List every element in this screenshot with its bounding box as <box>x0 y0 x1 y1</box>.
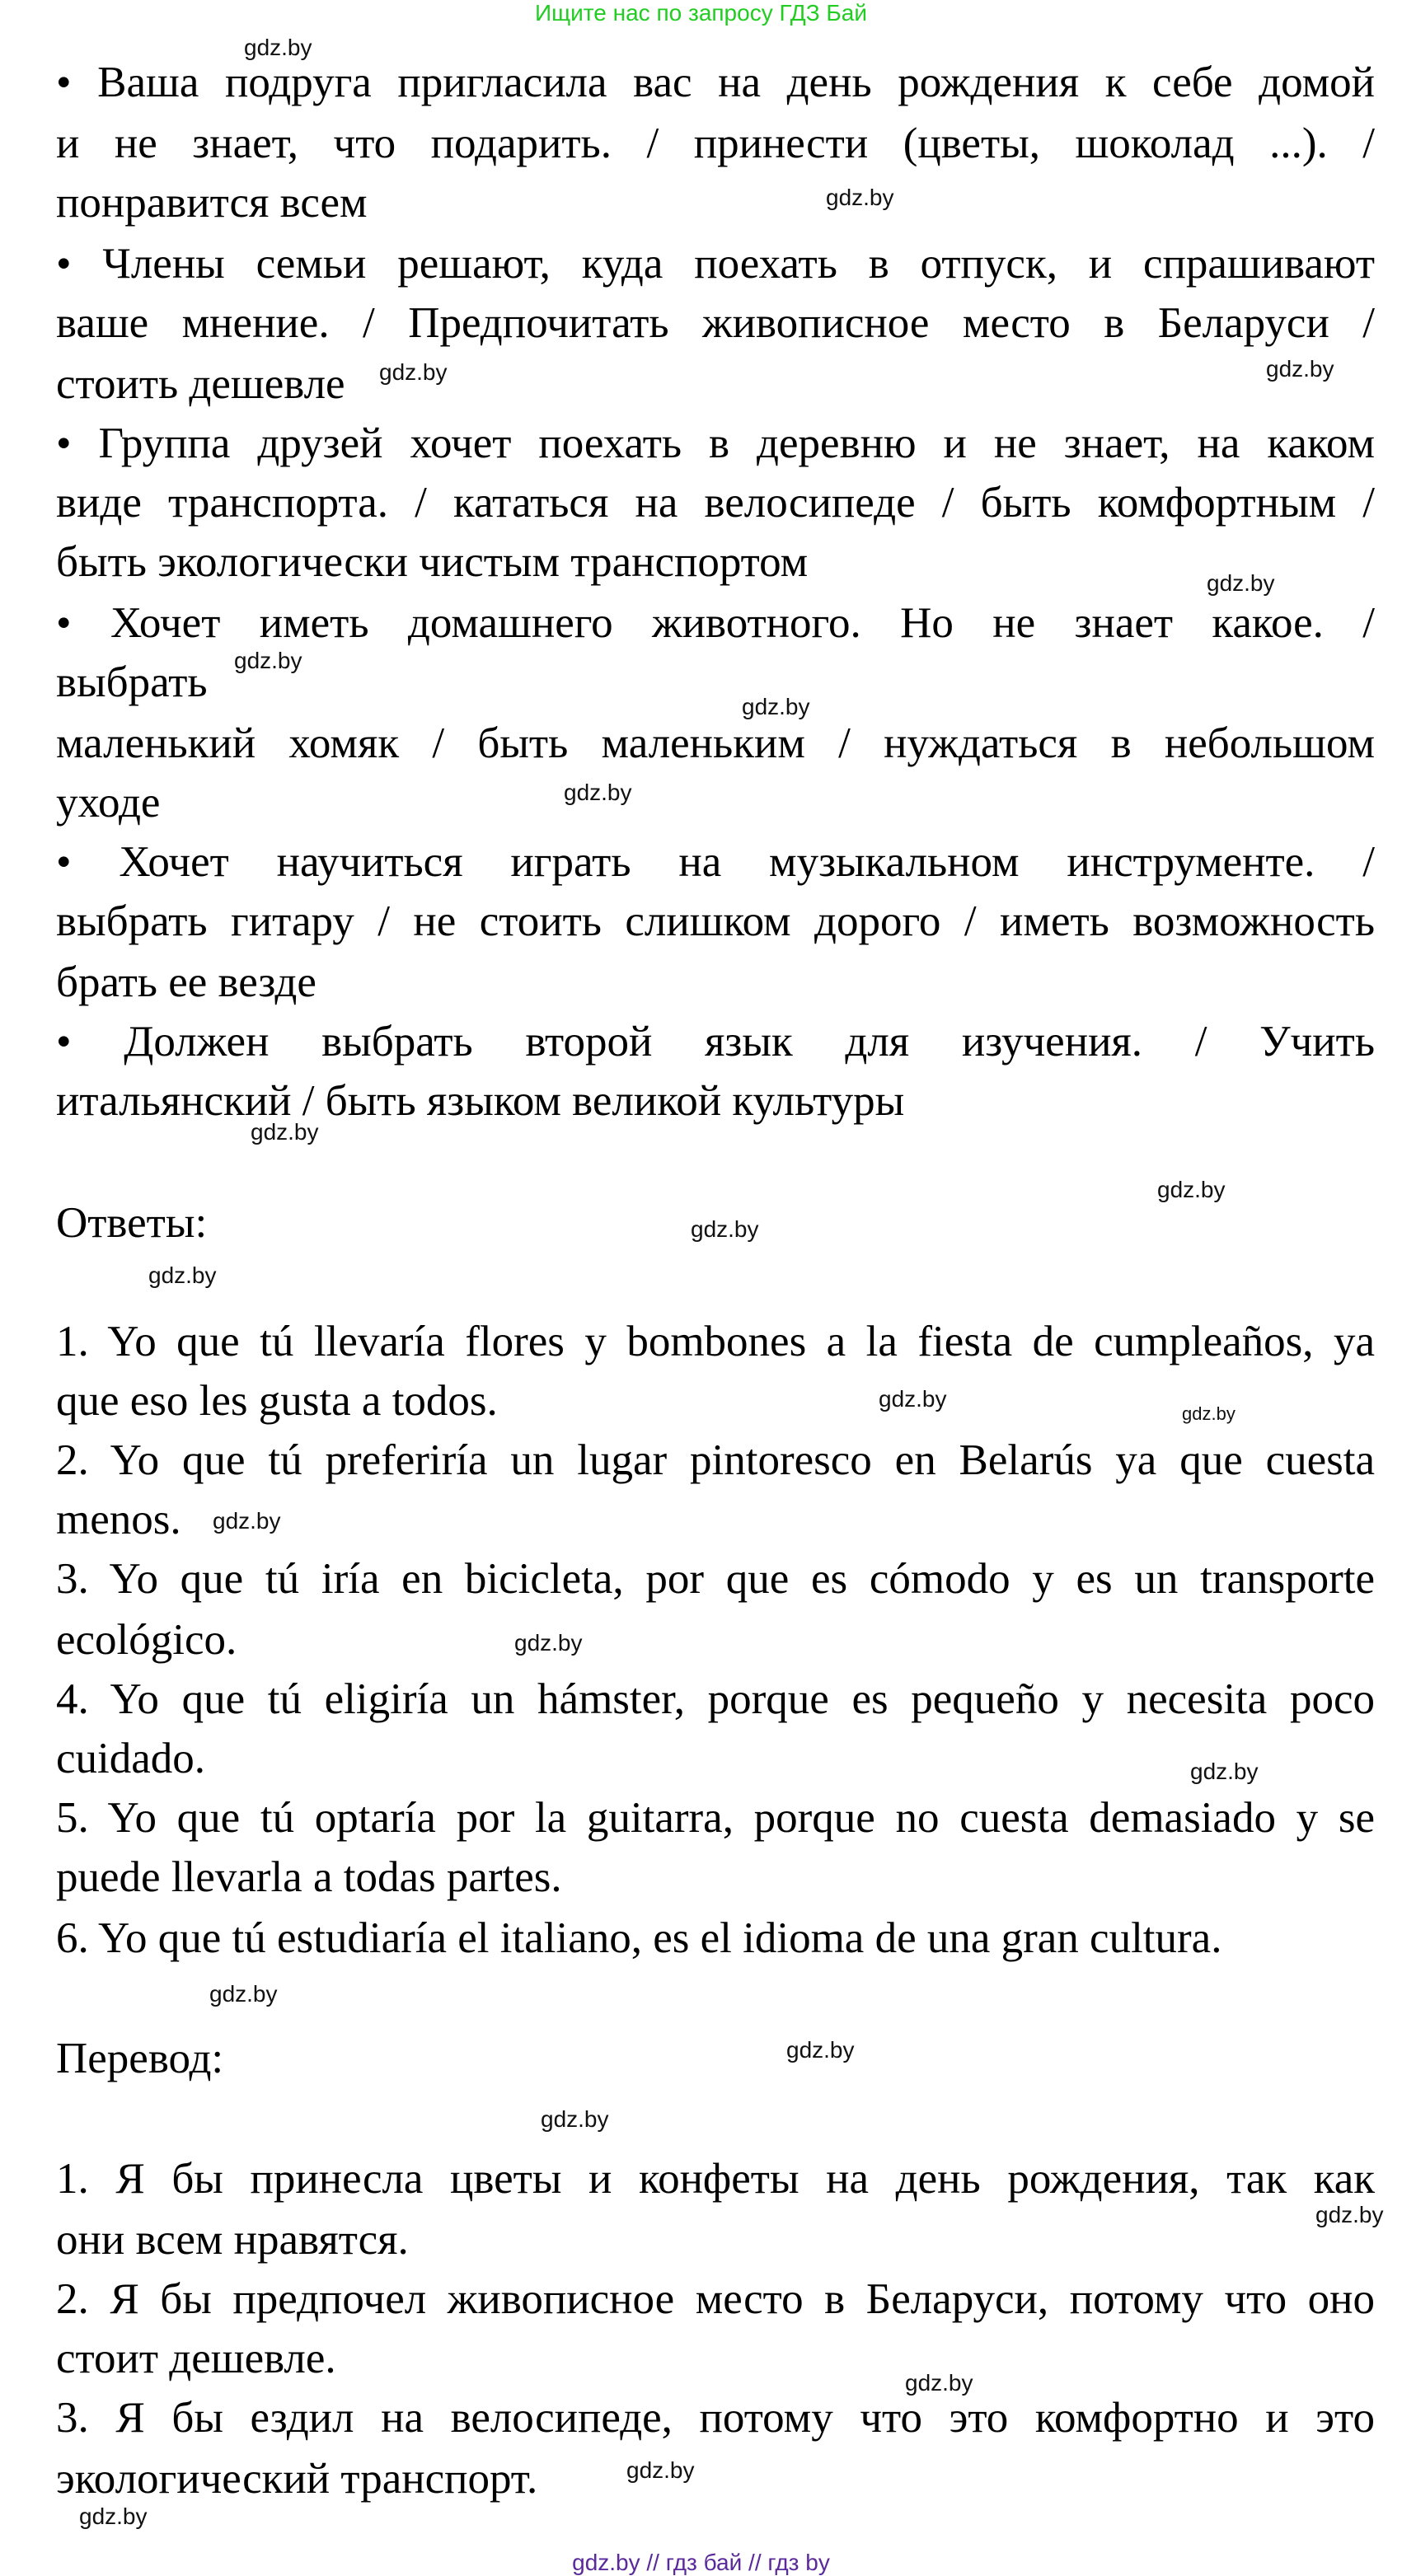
watermark: gdz.by <box>742 694 810 719</box>
watermark: gdz.by <box>626 2457 695 2483</box>
watermark: gdz.by <box>691 1216 759 1242</box>
watermark: gdz.by <box>1315 2202 1384 2227</box>
answer-line: 2. Yo que tú preferiría un lugar pintoresco en Belarús ya que cuesta <box>56 1436 1375 1484</box>
task-line: • Группа друзей хочет поехать в деревню и не знает, на каком <box>56 419 1375 467</box>
task-line: • Хочет иметь домашнего животного. Но не знает какое. / <box>56 599 1375 647</box>
answer-line: que eso les gusta a todos. <box>56 1377 498 1425</box>
watermark: gdz.by <box>786 2037 855 2063</box>
task-line: выбрать <box>56 658 208 706</box>
answer-line: ecológico. <box>56 1616 237 1664</box>
watermark: gdz.by <box>1182 1403 1236 1424</box>
answer-line: 5. Yo que tú optaría por la guitarra, porque no cuesta demasiado y se <box>56 1794 1375 1842</box>
translation-line: 3. Я бы ездил на велосипеде, потому что это комфортно и это <box>56 2394 1375 2442</box>
task-line: брать ее везде <box>56 958 317 1006</box>
watermark: gdz.by <box>1157 1177 1226 1202</box>
answer-line: cuidado. <box>56 1735 206 1782</box>
watermark: gdz.by <box>148 1262 217 1288</box>
watermark: gdz.by <box>826 185 894 210</box>
translation-line: 2. Я бы предпочел живописное место в Беларуси, потому что оно <box>56 2275 1375 2323</box>
answer-line: 6. Yo que tú estudiaría el italiano, es el idioma de una gran cultura. <box>56 1914 1222 1962</box>
task-line: ваше мнение. / Предпочитать живописное место в Беларуси / <box>56 299 1375 347</box>
answers-heading: Ответы: <box>56 1199 208 1247</box>
task-line: понравится всем <box>56 179 368 227</box>
watermark: gdz.by <box>209 1981 278 2007</box>
answer-line: menos. <box>56 1496 181 1543</box>
task-line: • Хочет научиться играть на музыкальном инструменте. / <box>56 838 1375 886</box>
task-line: маленький хомяк / быть маленьким / нуждаться в небольшом <box>56 719 1375 767</box>
watermark: gdz.by <box>564 780 632 805</box>
answer-line: 1. Yo que tú llevaría flores y bombones a la fiesta de cumpleaños, ya <box>56 1318 1375 1365</box>
task-line: уходе <box>56 779 161 827</box>
watermark: gdz.by <box>244 35 312 60</box>
watermark: gdz.by <box>541 2106 609 2132</box>
watermark: gdz.by <box>905 2370 973 2396</box>
task-line: • Члены семьи решают, куда поехать в отпуск, и спрашивают <box>56 240 1375 288</box>
translation-line: стоит дешевле. <box>56 2335 336 2382</box>
search-hint-header[interactable]: Ищите нас по запросу ГДЗ Бай <box>534 0 868 26</box>
task-line: и не знает, что подарить. / принести (цветы, шоколад ...). / <box>56 119 1375 167</box>
task-line: выбрать гитару / не стоить слишком дорого / иметь возможность <box>56 897 1375 945</box>
watermark: gdz.by <box>379 359 448 385</box>
watermark: gdz.by <box>234 648 302 673</box>
watermark: gdz.by <box>1190 1759 1259 1784</box>
task-line: виде транспорта. / кататься на велосипеде / быть комфортным / <box>56 479 1375 527</box>
footer-links[interactable]: gdz.by // гдз бай // гдз by <box>572 2550 830 2575</box>
watermark: gdz.by <box>213 1508 281 1534</box>
translation-line: они всем нравятся. <box>56 2216 409 2264</box>
watermark: gdz.by <box>1266 356 1334 382</box>
watermark: gdz.by <box>1207 570 1275 596</box>
answer-line: puede llevarla a todas partes. <box>56 1853 562 1901</box>
task-line: • Ваша подруга пригласила вас на день рождения к себе домой <box>56 59 1375 106</box>
task-line: итальянский / быть языком великой культуры <box>56 1077 905 1125</box>
task-line: быть экологически чистым транспортом <box>56 538 809 586</box>
translation-line: экологический транспорт. <box>56 2455 538 2503</box>
watermark: gdz.by <box>251 1119 319 1145</box>
task-line: стоить дешевле <box>56 360 345 408</box>
translation-line: 1. Я бы принесла цветы и конфеты на день рождения, так как <box>56 2155 1375 2203</box>
task-line: • Должен выбрать второй язык для изучения. / Учить <box>56 1018 1375 1066</box>
watermark: gdz.by <box>79 2503 148 2529</box>
answer-line: 3. Yo que tú iría en bicicleta, por que es cómodo y es un transporte <box>56 1555 1375 1603</box>
answer-line: 4. Yo que tú eligiría un hámster, porque es pequeño y necesita poco <box>56 1675 1375 1723</box>
watermark: gdz.by <box>879 1386 947 1412</box>
watermark: gdz.by <box>514 1630 583 1656</box>
translation-heading: Перевод: <box>56 2035 224 2082</box>
